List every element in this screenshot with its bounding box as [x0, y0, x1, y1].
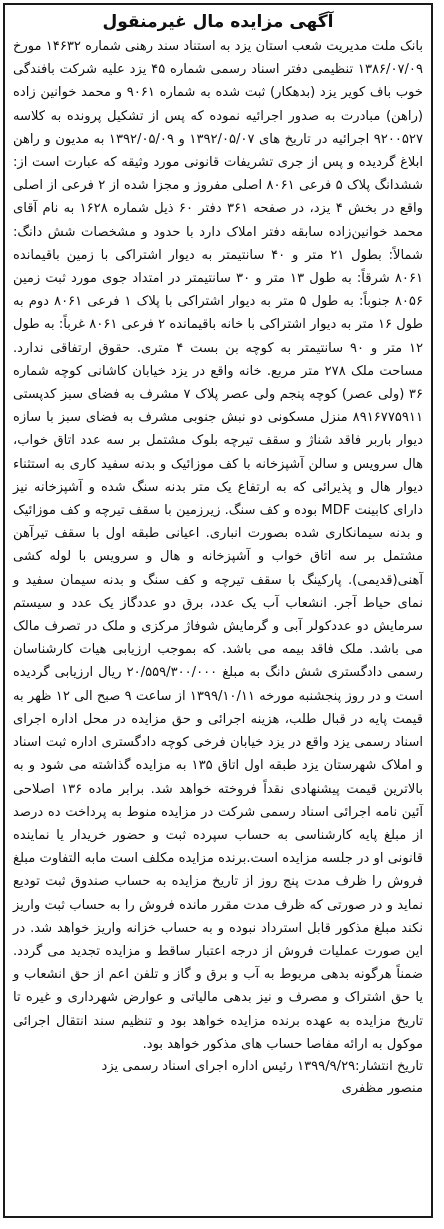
signer-name: منصور مظفری: [341, 1080, 423, 1096]
notice-body: بانک ملت مدیریت شعب استان یزد به استناد سند رهنی شماره ۱۴۶۳۲ مورخ ۱۳۸۶/۰۷/۰۹ تنظیمی دفتر اسناد رسمی شماره ۴۵ یزد علیه شرکت بافندگی خوب باف کویر یزد (بدهکار) ثبت شده به شماره ۹۰۶۱ و محمد خوانین زاده (راهن) مبادرت به صدور اجرائیه نموده که پس از تشکیل پرونده به کلاسه ۹۲۰۰۵۲۷ اجرائیه در تاریخ های ۱۳۹۲/۰۵/۰۷ و ۱۳۹۲/۰۵/۰۹ به مدیون و راهن ابلاغ گردیده و پس از جری تشریفات قانونی مورد وثیقه که عبارت است از: ششدانگ پلاک ۵ فرعی ۸۰۶۱ اصلی مفروز و مجزا شده از ۲ فرعی از اصلی واقع در بخش ۴ یزد، در صفحه ۳۶۱ دفتر ۶۰ ذیل شماره ۱۶۲۸ به نام آقای محمد خوانین‌زاده سابقه دفتر املاک دارد با حدود و مشخصات شش دانگ: شمالاً: بطول ۲۱ متر و ۴۰ سانتیمتر به دیوار اشتراکی با زمین باقیمانده ۸۰۶۱ شرقاً: به طول ۱۳ متر و ۳۰ سانتیمتر در امتداد جوی مورد ثبت زمین ۸۰۵۶ جنوباً: به طول ۵ متر به دیوار اشتراکی با پلاک ۱ فرعی ۸۰۶۱ دوم به طول ۱۶ متر به دیوار اشتراکی با خانه باقیمانده ۲ فرعی ۸۰۶۱ غرباً: به طول ۱۲ متر و ۹۰ سانتیمتر به کوچه بن بست ۴ متری. حقوق ارتفاقی ندارد. مساحت ملک ۲۷۸ متر مربع. خانه واقع در یزد خیابان کاشانی کوچه شماره ۳۶ (ولی عصر) کوچه پنجم ولی عصر پلاک ۷ مشرف به فضای سبز کدپستی ۸۹۱۶۷۷۵۹۱۱ منزل مسکونی دو نبش جنوبی مشرف به فضای سبز با سازه دیوار باربر فاقد شناژ و سقف تیرچه بلوک مشتمل بر سه عدد اتاق خواب، هال سرویس و سالن آشپزخانه با کف موزائیک و بدنه سفید کاری به استثناء دیوار هال و پذیرائی که به ارتفاع یک متر بدنه سنگ شده و آشپزخانه نیز دارای کابینت MDF بوده و کف سنگ. زیرزمین با سقف تیرچه و کف موزائیک و بدنه سیمانکاری شده بصورت انباری. اعیانی طبقه اول با سقف تیرآهن مشتمل بر سه اتاق خواب و آشپزخانه و هال و سرویس با لوله کشی آهنی(قدیمی). پارکینگ با سقف تیرچه و کف سنگ و بدنه سیمان سفید و نمای حیاط آجر. انشعاب آب یک عدد، برق دو عددگاز یک عدد و سیستم سرمایش دو عددکولر آبی و گرمایش شوفاژ مرکزی و ملک در تصرف مالک می باشد. ملک فاقد بیمه می باشد. که بموجب ارزیابی هیات کارشناسان رسمی دادگستری شش دانگ به مبلغ ۲۰/۵۵۹/۳۰۰/۰۰۰ ریال ارزیابی گردیده است و در روز پنجشنبه مورخه ۱۳۹۹/۱۰/۱۱ از ساعت ۹ صبح الی ۱۲ ظهر به قیمت پایه در قبال طلب، هزینه اجرائی و حق مزایده در محل اداره اجرای اسناد رسمی یزد واقع در یزد خیابان فرخی کوچه دادگستری اداره ثبت اسناد و املاک شهرستان یزد طبقه اول اتاق ۱۳۵ به مزایده گذاشته می شود و به بالاترین قیمت پیشنهادی نقداً فروخته خواهد شد. برابر ماده ۱۳۶ اصلاحی آئین نامه اجرائی اسناد رسمی شرکت در مزایده منوط به پرداخت ده درصد از مبلغ پایه کارشناسی به حساب سپرده ثبت و حضور خریدار یا نماینده قانونی او در جلسه مزایده است.برنده مزایده مکلف است مابه التفاوت مبلغ فروش را ظرف مدت پنج روز از تاریخ مزایده به حساب صندوق ثبت تودیع نماید و در صورتی که ظرف مدت مقرر مانده فروش را به حساب ثبت واریز نکند مبلغ مذکور قابل استرداد نبوده و به حساب خزانه واریز خواهد شد. در این صورت عملیات فروش از درجه اعتبار ساقط و مزایده تجدید می گردد. ضمناً هرگونه بدهی مربوط به آب و برق و گاز و تلفن اعم از حق انشعاب و یا حق اشتراک و مصرف و نیز بدهی مالیاتی و عوارض شهرداری و غیره تا تاریخ مزایده به عهده برنده مزایده خواهد بود و تنظیم سند انتقال اجرائی موکول به ارائه مفاصا حساب های مذکور خواهد بود.: [13, 39, 424, 1052]
publication-date-line: تاریخ انتشار:۱۳۹۹/۹/۲۹ رئیس اداره اجرای اسناد رسمی یزد: [101, 1058, 423, 1074]
notice-title: آگهی مزایده مال غیرمنقول: [102, 12, 334, 32]
auction-notice: [3, 3, 433, 1218]
